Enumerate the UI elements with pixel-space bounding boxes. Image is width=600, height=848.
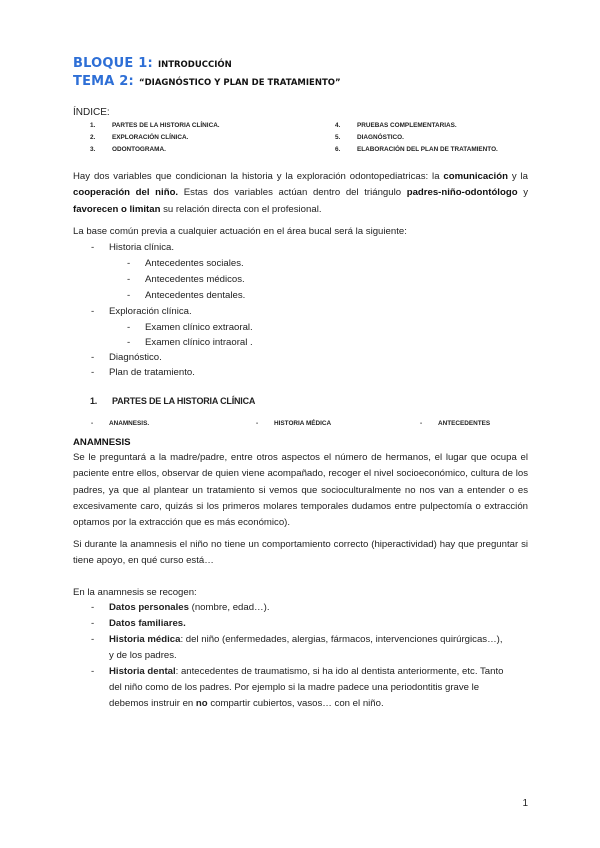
section-subitem: - ANAMNESIS.	[91, 420, 150, 427]
anamnesis-item-cont: y de los padres.	[109, 650, 177, 661]
outline-subitem: - Antecedentes médicos.	[127, 274, 245, 285]
bloque-text: INTRODUCCIÓN	[157, 60, 232, 70]
outline-item: - Plan de tratamiento.	[91, 367, 195, 378]
outline-subitem: - Examen clínico intraoral .	[127, 337, 253, 348]
indice-item: 3. ODONTOGRAMA.	[90, 146, 166, 153]
section-heading: 1. PARTES DE LA HISTORIA CLÍNICA	[90, 396, 256, 406]
outline-item: - Exploración clínica.	[91, 306, 192, 317]
intro-base-paragraph: La base común previa a cualquier actuación en el área bucal será la siguiente:	[73, 226, 407, 237]
indice-item: 2. EXPLORACIÓN CLÍNICA.	[90, 134, 189, 141]
tema-label: TEMA 2:	[73, 74, 134, 89]
anamnesis-item: - Datos personales (nombre, edad…).	[91, 602, 270, 613]
tema-title	[73, 70, 341, 89]
anamnesis-item: - Datos familiares.	[91, 618, 186, 629]
outline-item: - Diagnóstico.	[91, 352, 162, 363]
anamnesis-recogen: En la anamnesis se recogen:	[73, 587, 197, 598]
outline-subitem: - Antecedentes dentales.	[127, 290, 246, 301]
indice-item: 4. PRUEBAS COMPLEMENTARIAS.	[335, 122, 457, 129]
indice-item: 1. PARTES DE LA HISTORIA CLÍNICA.	[90, 122, 220, 129]
indice-item: 6. ELABORACIÓN DEL PLAN DE TRATAMIENTO.	[335, 146, 498, 153]
outline-item: - Historia clínica.	[91, 242, 175, 253]
anamnesis-paragraph: Se le preguntará a la madre/padre, entre otros aspectos el número de hermanos, el lugar que ocupa el paciente entre ellos, observar de quien viene acompañado, recoger el nivel socioeconómico, cultura de los padres, ya que al plantear un tratamiento si vemos que socioculturalmente no nos van a entender o es excesivamente caro, quizás si los primeros molares temporales dudamos entre pulpectomía o extracción optamos por la extracción que es más económico).	[73, 452, 528, 529]
anamnesis-item-cont: debemos instruir en no compartir cubiertos, vasos… con el niño.	[109, 698, 384, 709]
indice-item: 5. DIAGNÓSTICO.	[335, 134, 404, 141]
anamnesis-item: - Historia médica: del niño (enfermedades, alergias, fármacos, intervenciones quirúrgicas…),	[91, 634, 503, 645]
section-subitem: - HISTORIA MÉDICA	[256, 420, 332, 427]
page-number: 1	[522, 798, 528, 809]
outline-subitem: - Antecedentes sociales.	[127, 258, 244, 269]
bloque-label: BLOQUE 1:	[73, 56, 153, 71]
anamnesis-heading: ANAMNESIS	[73, 437, 131, 448]
anamnesis-item: - Historia dental: antecedentes de traumatismo, si ha ido al dentista anteriormente, etc. Tanto	[91, 666, 504, 677]
indice-heading: ÍNDICE:	[73, 107, 110, 118]
anamnesis-paragraph: Si durante la anamnesis el niño no tiene un comportamiento correcto (hiperactividad) hay que preguntar si tiene apoyo, en qué curso está…	[73, 539, 528, 567]
section-subitem: - ANTECEDENTES	[420, 420, 491, 427]
tema-text: “DIAGNÓSTICO Y PLAN DE TRATAMIENTO”	[139, 78, 341, 88]
anamnesis-item-cont: del niño como de los padres. Por ejemplo si la madre padece una periodontitis grave le	[109, 682, 480, 693]
outline-subitem: - Examen clínico extraoral.	[127, 322, 253, 333]
intro-paragraph: Hay dos variables que condicionan la historia y la exploración odontopediatricas: la comunicación y la cooperación del niño. Estas dos variables actúan dentro del triángulo padres-niño-odontólogo y favorecen o limitan su relación directa con el profesional.	[73, 171, 529, 215]
bloque-title	[73, 52, 232, 71]
